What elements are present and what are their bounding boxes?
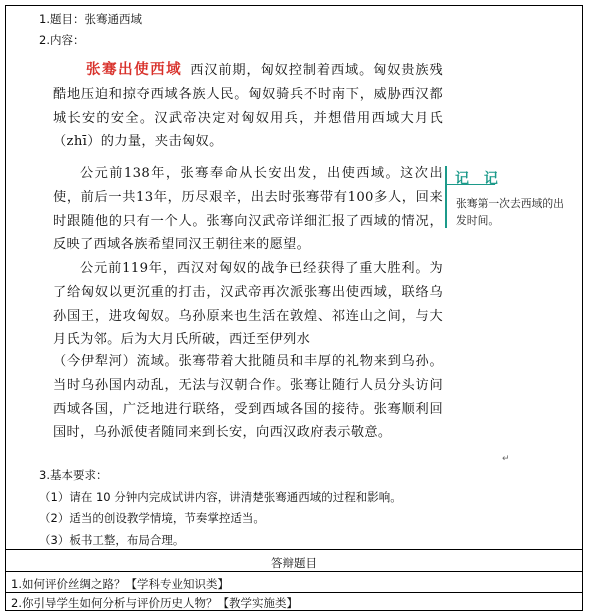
paragraph-1-text: 西汉前期，匈奴控制着西域。匈奴贵族残酷地压迫和掠夺西域各族人民。匈奴骑兵不时南下，威胁西汉都城长安的安全。汉武帝决定对匈奴用兵，并想借用西域大月氏（zhī）的力量，夹击匈奴。 (53, 63, 443, 150)
textbook-paragraph-1 (53, 58, 443, 154)
textbook-paragraph-4: （今伊犁河）流域。张骞带着大批随员和丰厚的礼物来到乌孙。当时乌孙国内动乱，无法与汉朝合作。张骞让随行人员分头访问西域各国，广泛地进行联络，受到西域各国的接待。张骞顺利回国时，乌孙派使者随同来到长安，向西汉政府表示敬意。 (53, 354, 443, 441)
defense-question-2: 2.你引导学生如何分析与评价历史人物？【教学实施类】 (11, 596, 298, 610)
requirement-item-2: （2）适当的创设教学情境，节奏掌控适当。 (39, 511, 265, 525)
margin-note-text: 张骞第一次去西域的出发时间。 (456, 197, 564, 227)
topic-line: 1.题目：张骞通西域 (39, 12, 142, 26)
question-divider (6, 592, 582, 593)
content-label: 2.内容： (39, 33, 85, 47)
margin-note-title: 记 记 (455, 171, 503, 187)
defense-divider (6, 571, 582, 572)
paragraph-mark-icon: ↵ (502, 454, 510, 464)
defense-heading: 答辩题目 (271, 556, 317, 570)
lesson-title: 张骞出使西域 (86, 61, 183, 78)
textbook-paragraph-2: 公元前138年，张骞奉命从长安出发，出使西域。这次出使，前后一共13年，历尽艰辛，出去时张骞带有100多人，回来时跟随他的只有一个人。张骞向汉武帝详细汇报了西域的情况，反映了西域各族希望同汉王朝往来的愿望。 (53, 166, 443, 253)
requirements-heading: 3.基本要求： (39, 468, 108, 482)
requirement-item-3: （3）板书工整，布局合理。 (39, 533, 185, 547)
section-divider (6, 549, 582, 550)
margin-note-bracket (445, 166, 447, 228)
defense-question-1: 1.如何评价丝绸之路？【学科专业知识类】 (11, 577, 229, 591)
requirement-item-1: （1）请在 10 分钟内完成试讲内容，讲清楚张骞通西域的过程和影响。 (39, 490, 402, 504)
textbook-paragraph-3: 公元前119年，西汉对匈奴的战争已经获得了重大胜利。为了给匈奴以更沉重的打击，汉武帝再次派张骞出使西域，联络乌孙国王，进攻匈奴。乌孙原来也生活在敦煌、祁连山之间，与大月氏为邻。后为大月氏所破，西迁至伊列水 (53, 261, 443, 348)
exam-sheet (5, 5, 583, 611)
